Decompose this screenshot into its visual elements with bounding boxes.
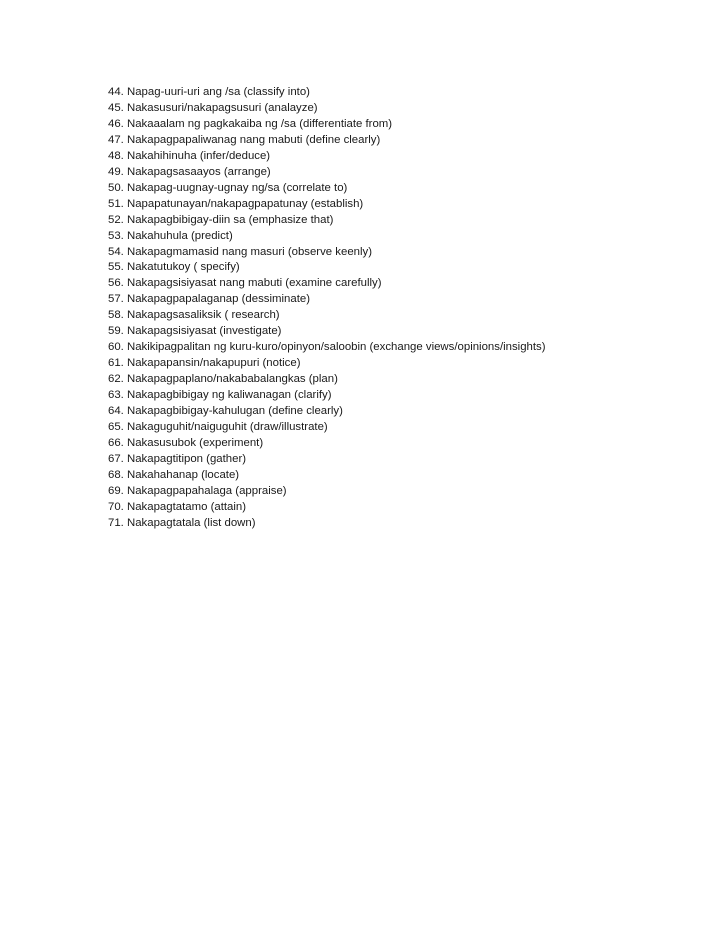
list-item: 52. Nakapagbibigay-diin sa (emphasize that) [108,213,334,226]
list-item: 59. Nakapagsisiyasat (investigate) [108,325,282,338]
list-item: 71. Nakapagtatala (list down) [108,516,256,529]
list-item: 46. Nakaaalam ng pagkakaiba ng /sa (differentiate from) [108,117,393,130]
list-item: 45. Nakasusuri/nakapagsusuri (analayze) [108,101,318,114]
list-item: 57. Nakapagpapalaganap (dessiminate) [108,293,311,306]
list-item: 60. Nakikipagpalitan ng kuru-kuro/opinyon/saloobin (exchange views/opinions/insights) [108,341,546,354]
list-item: 62. Nakapagpaplano/nakababalangkas (plan) [108,373,338,386]
list-item: 51. Napapatunayan/nakapagpapatunay (establish) [108,197,364,210]
list-item: 48. Nakahihinuha (infer/deduce) [108,149,271,162]
list-item: 55. Nakatutukoy ( specify) [108,261,240,274]
list-item: 53. Nakahuhula (predict) [108,229,233,242]
list-item: 68. Nakahahanap (locate) [108,468,240,481]
list-item: 47. Nakapagpapaliwanag nang mabuti (define clearly) [108,133,381,146]
list-item: 69. Nakapagpapahalaga (appraise) [108,484,287,497]
list-item: 66. Nakasusubok (experiment) [108,436,264,449]
list-item: 61. Nakapapansin/nakapupuri (notice) [108,357,301,370]
verb-list [108,85,546,532]
list-item: 44. Napag-uuri-uri ang /sa (classify into) [108,86,310,98]
list-item: 64. Nakapagbibigay-kahulugan (define clearly) [108,405,343,418]
list-item: 67. Nakapagtitipon (gather) [108,452,247,465]
list-item: 65. Nakaguguhit/naiguguhit (draw/illustrate) [108,421,328,434]
list-item: 56. Nakapagsisiyasat nang mabuti (examine carefully) [108,277,382,290]
list-item: 54. Nakapagmamasid nang masuri (observe keenly) [108,245,373,258]
list-item: 58. Nakapagsasaliksik ( research) [108,309,280,322]
list-item: 70. Nakapagtatamo (attain) [108,500,247,513]
list-item: 63. Nakapagbibigay ng kaliwanagan (clarify) [108,389,332,402]
list-item: 49. Nakapagsasaayos (arrange) [108,165,271,178]
list-item: 50. Nakapag-uugnay-ugnay ng/sa (correlate to) [108,181,348,194]
